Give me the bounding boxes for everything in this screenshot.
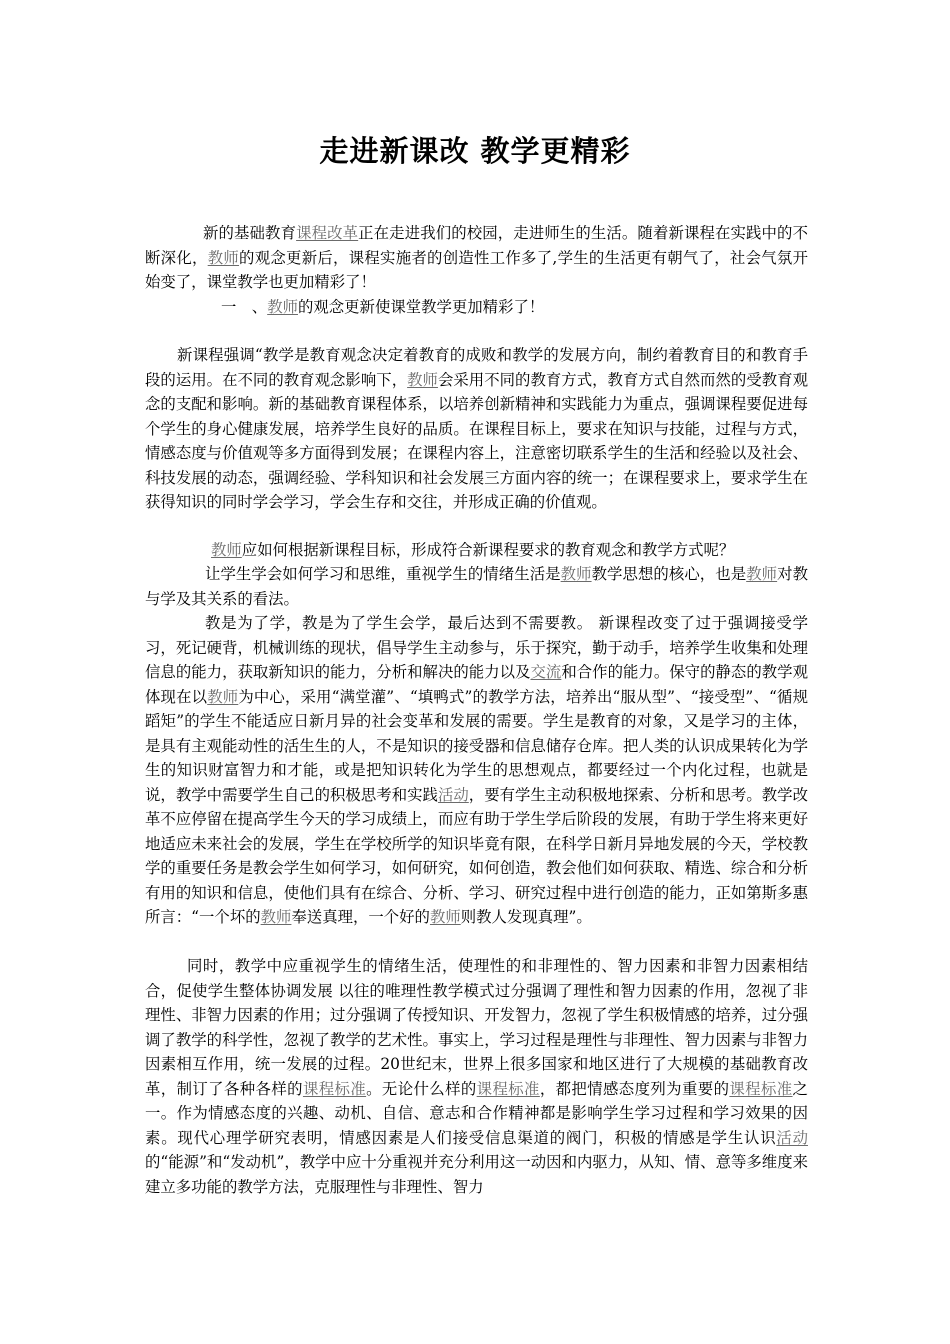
- text-run: 的观念更新使课堂教学更加精彩了！: [297, 298, 545, 316]
- text-run: 会采用不同的教育方式，教育方式自然而然的受教育观念的支配和影响。新的基础教育课程体系，以培养创新精神和实践能力为重点，强调课程要促进每个学生的身心健康发展，培养学生良好的品质。在课程目标上，要求在知识与技能，过程与方式，情感态度与价值观等多方面得到发展；在课程内容上，注意密切联系学生的生活和经验以及社会、科技发展的动态，强调经验、学科知识和社会发展三方面内容的统一；在课程要求上，要求学生在获得知识的同时学会学习，学会生存和交往，并形成正确的价值观。: [145, 370, 808, 511]
- paragraph: [145, 954, 808, 1199]
- text-run: 正在走进我们的校园，走进师生的生活。随着新课程在实践中的不断深化，: [145, 224, 808, 267]
- text-run: 和合作的能力。保守的静态的教学观体现在以: [145, 663, 808, 706]
- text-run: 让学生学会如何学习和思维，重视学生的情绪生活是: [205, 565, 561, 583]
- keyword-link[interactable]: 活动: [776, 1128, 808, 1147]
- text-run: 之一。作为情感态度的兴趣、动机、自信、意志和合作精神都是影响学生学习过程和学习效果的因素。现代心理学研究表明，情感因素是人们接受信息渠道的阀门，积极的情感是学生认识: [145, 1079, 808, 1147]
- paragraph: [145, 295, 808, 320]
- keyword-link[interactable]: 教师: [429, 908, 461, 926]
- paragraph-text: [145, 343, 808, 515]
- text-run: 教学思想的核心，也是: [591, 565, 747, 583]
- paragraph: [145, 611, 808, 930]
- keyword-link[interactable]: 教师: [260, 908, 292, 926]
- text-run: 一 、: [221, 298, 268, 316]
- paragraph: [145, 343, 808, 515]
- text-run: 对教与学及其关系的看法。: [145, 565, 808, 608]
- keyword-link[interactable]: 教师: [267, 298, 298, 316]
- paragraph: [145, 221, 808, 295]
- keyword-link[interactable]: 交流: [530, 663, 562, 681]
- paragraph: [145, 562, 808, 611]
- keyword-link[interactable]: 教师: [207, 687, 239, 706]
- paragraph-text: [145, 221, 808, 295]
- text-run: 奉送真理，一个好的: [291, 908, 430, 926]
- text-run: 的观念更新后，课程实施者的创造性工作多了,学生的生活更有朝气了，社会气氛开始变了，课堂教学也更加精彩了！: [145, 248, 808, 291]
- keyword-link[interactable]: 活动: [437, 785, 469, 804]
- keyword-link[interactable]: 教师: [207, 248, 240, 267]
- paragraph-text: [145, 562, 808, 611]
- text-run: ，要有学生主动积极地探索、分析和思考。教学改革不应停留在提高学生今天的学习成绩上，而应有助于学生学后阶段的发展，有助于学生将来更好地适应未来社会的发展，学生在学校所学的知识毕竟有限，在科学日新月异地发展的今天，学校教学的重要任务是教会学生如何学习，如何研究，如何创造，教会他们如何获取、精选、综合和分析有用的知识和信息，使他们具有在综合、分析、学习、研究过程中进行创造的能力，正如第斯多惠所言：“一个坏的: [145, 785, 808, 926]
- text-run: 应如何根据新课程目标，形成符合新课程要求的教育观念和教学方式呢？: [241, 541, 735, 559]
- keyword-link[interactable]: 课程标准: [302, 1079, 367, 1098]
- paragraph-text: [145, 295, 808, 320]
- keyword-link[interactable]: 课程标准: [476, 1079, 540, 1098]
- text-run: 则教人发现真理”。: [460, 908, 592, 926]
- paragraph-text: [145, 611, 808, 930]
- paragraph: [145, 538, 808, 563]
- text-run: 新的基础教育: [203, 224, 297, 242]
- text-run: ，都把情感态度列为重要的: [539, 1079, 730, 1098]
- paragraph-text: [145, 954, 808, 1199]
- text-run: 为中心，采用“满堂灌”、“填鸭式”的教学方法，培养出“服从型”、“接受型”、“循规蹈矩”的学生不能适应日新月异的社会变革和发展的需要。学生是教育的对象，又是学习的主体，是具有主观能动性的活生生的人，不是知识的接受器和信息储存仓库。把人类的认识成果转化为学生的知识财富智力和才能，或是把知识转化为学生的思想观点，都要经过一个内化过程，也就是说，教学中需要学生自己的积极思考和实践: [145, 687, 808, 804]
- paragraph-text: [145, 538, 808, 563]
- text-run: 。无论什么样的: [366, 1079, 477, 1098]
- text-run: 同时，教学中应重视学生的情绪生活，使理性的和非理性的、智力因素和非智力因素相结合，促使学生整体协调发展 以往的唯理性教学模式过分强调了理性和智力因素的作用，忽视了非理性、非智力因素的作用；过分强调了传授知识、开发智力，忽视了学生积极情感的培养，过分强调了教学的科学性，忽视了教学的艺术性。事实上，学习过程是理性与非理性、智力因素与非智力因素相互作用，统一发展的过程。20世纪末，世界上很多国家和地区进行了大规模的基础教育改革，制订了各种各样的: [145, 957, 808, 1098]
- keyword-link[interactable]: 教师: [211, 541, 242, 559]
- keyword-link[interactable]: 课程标准: [729, 1079, 793, 1098]
- text-run: 的“能源”和“发动机”，教学中应十分重视并充分利用这一动因和内驱力，从知、情、意等多维度来建立多功能的教学方法，克服理性与非理性、智力: [145, 1153, 808, 1196]
- keyword-link[interactable]: 教师: [746, 565, 778, 583]
- keyword-link[interactable]: 教师: [407, 370, 438, 389]
- keyword-link[interactable]: 课程改革: [296, 224, 359, 242]
- document-title: 走进新课改 教学更精彩: [319, 134, 631, 168]
- keyword-link[interactable]: 教师: [560, 565, 592, 583]
- text-run: 新课程强调“教学是教育观念决定着教育的成败和教学的发展方向，制约着教育目的和教育手段的运用。在不同的教育观念影响下，: [145, 346, 808, 389]
- text-run: 教是为了学，教是为了学生会学，最后达到不需要教。 新课程改变了过于强调接受学习，死记硬背，机械训练的现状，倡导学生主动参与，乐于探究，勤于动手，培养学生收集和处理信息的能力，获取新知识的能力，分析和解决的能力以及: [145, 614, 808, 681]
